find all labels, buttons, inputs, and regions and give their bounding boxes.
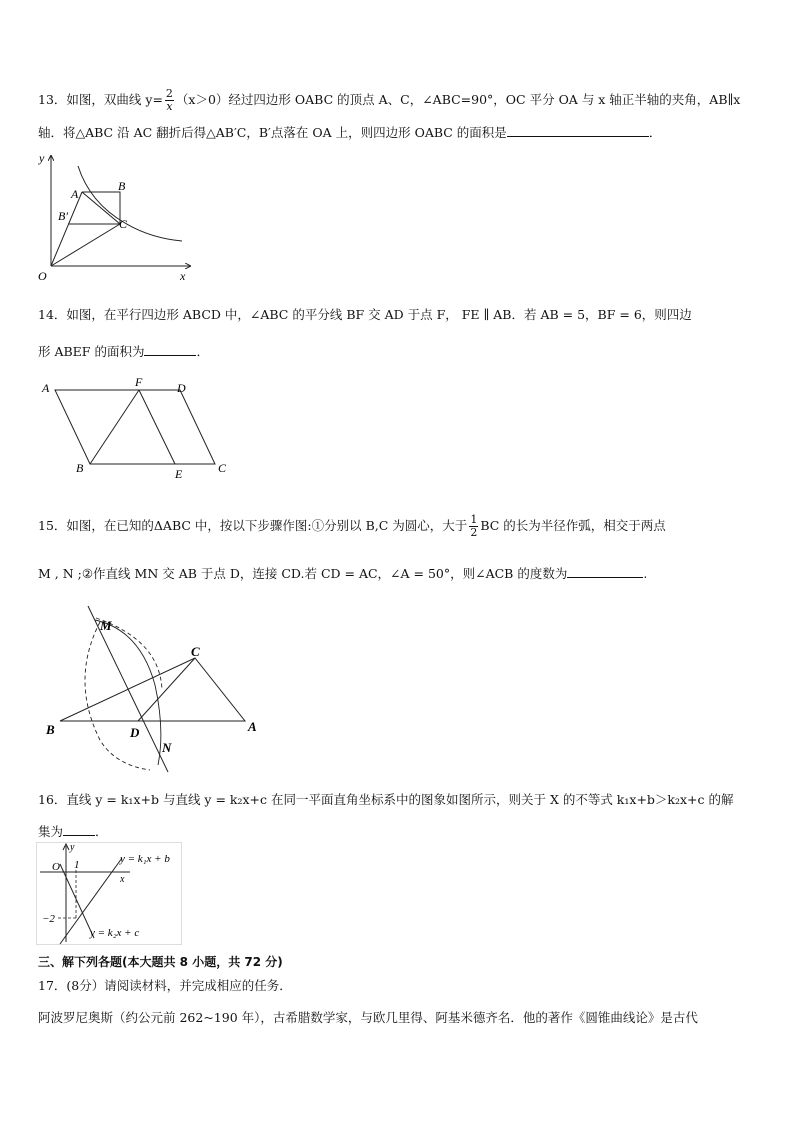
q14-text-b: 形 ABEF 的面积为 — [38, 344, 145, 359]
q15-text-a: 15．如图，在已知的ΔABC 中，按以下步骤作图:①分别以 B,C 为圆心，大于 — [38, 518, 468, 533]
q16-answer-blank[interactable] — [63, 823, 95, 836]
q15-frac-den: 2 — [470, 526, 478, 539]
q15-triangle — [60, 658, 245, 721]
section3-heading: 三、解下列各题(本大题共 8 小题，共 72 分) — [38, 955, 283, 969]
q15-fraction — [469, 514, 478, 539]
q16-label-o: O — [52, 861, 60, 873]
q13-label-a: A — [71, 187, 79, 201]
q14-label-f: F — [135, 375, 143, 389]
q15-answer-blank[interactable] — [567, 565, 643, 578]
q14-label-e: E — [175, 467, 183, 481]
q13-frac-num: 2 — [165, 87, 173, 100]
q15-frac-num: 1 — [470, 513, 478, 526]
q17-line1: 17．(8分）请阅读材料，并完成相应的任务． — [38, 978, 292, 993]
q14-label-a: A — [42, 381, 50, 395]
q13-segment-oa — [51, 192, 82, 266]
q15-segment-cd — [138, 658, 195, 721]
q14-label-b: B — [76, 461, 84, 475]
q15-line2 — [38, 565, 647, 583]
q13-label-b: B — [118, 179, 126, 193]
q16-label-y: y — [70, 842, 75, 853]
q13-period: ． — [648, 125, 662, 140]
q13-answer-blank[interactable] — [507, 124, 649, 137]
q14-line2 — [38, 343, 209, 361]
q16-label-line1: y = k₁x + b — [120, 853, 170, 865]
q15-label-b: B — [46, 722, 55, 737]
q13-hyperbola — [78, 166, 182, 241]
q15-line1 — [38, 514, 666, 539]
q13-label-x: x — [180, 269, 186, 283]
q14-segment-bf — [90, 390, 139, 464]
q14-segment-fe — [139, 390, 175, 464]
q13-segment-ac — [82, 192, 120, 224]
q14-label-c: C — [218, 461, 227, 475]
q14-parallelogram — [55, 390, 215, 464]
q15-label-a: A — [248, 719, 257, 734]
q16-label-1: 1 — [74, 859, 80, 871]
q13-label-y: y — [39, 151, 45, 165]
q16-label-line2: y = k₂x + c — [90, 927, 140, 939]
q16-label-x: x — [120, 874, 125, 885]
q17-line2: 阿波罗尼奥斯（约公元前 262~190 年），古希腊数学家，与欧几里得、阿基米德齐名．他的著作《圆锥曲线论》是古代 — [38, 1010, 698, 1025]
q15-arc-left — [85, 622, 150, 770]
q16-line2 — [38, 823, 108, 841]
q15-figure — [40, 600, 270, 780]
q13-text-b: （x＞0）经过四边形 OABC 的顶点 A、C，∠ABC=90°，OC 平分 OA 与 x 轴正半轴的夹角，AB∥x — [175, 92, 741, 107]
q15-text-b: BC 的长为半径作弧，相交于两点 — [480, 518, 666, 533]
q13-figure — [30, 148, 200, 283]
q16-period: ． — [95, 824, 108, 839]
q14-figure — [35, 372, 235, 484]
q13-segment-oc — [51, 224, 120, 266]
q13-line2 — [38, 124, 661, 142]
q15-label-m: M — [100, 618, 112, 633]
q14-period: ． — [196, 344, 209, 359]
q13-text-a: 13．如图，双曲线 y= — [38, 92, 163, 107]
q13-fraction — [165, 88, 174, 113]
q13-label-bprime: B′ — [58, 209, 68, 223]
q16-label-neg2: −2 — [42, 913, 55, 925]
q13-label-o: O — [38, 269, 47, 283]
q13-frac-den: x — [166, 100, 173, 113]
q16-text-b: 集为 — [38, 824, 64, 839]
q15-period: . — [643, 566, 648, 581]
q15-label-c: C — [191, 644, 200, 659]
q15-text-c: M , N ;②作直线 MN 交 AB 于点 D，连接 CD.若 CD = AC，∠A = 50°，则∠ACB 的度数为 — [38, 566, 568, 581]
q16-line1: 16．直线 y = k₁x+b 与直线 y = k₂x+c 在同一平面直角坐标系中的图象如图所示，则关于 X 的不等式 k₁x+b＞k₂x+c 的解 — [38, 792, 734, 807]
q14-label-d: D — [177, 381, 186, 395]
q13-label-c: C — [119, 217, 128, 231]
q14-line1: 14．如图，在平行四边形 ABCD 中，∠ABC 的平分线 BF 交 AD 于点 F， FE ∥ AB．若 AB = 5，BF = 6，则四边 — [38, 307, 692, 322]
q13-line1 — [38, 88, 740, 113]
q15-label-d: D — [130, 725, 140, 740]
q16-figure — [36, 842, 186, 946]
q14-answer-blank[interactable] — [144, 343, 196, 356]
q15-label-n: N — [162, 740, 172, 755]
q16-line-k2 — [60, 864, 94, 938]
q13-text-c: 轴．将△ABC 沿 AC 翻折后得△AB′C，B′点落在 OA 上，则四边形 OABC 的面积是 — [38, 125, 507, 140]
